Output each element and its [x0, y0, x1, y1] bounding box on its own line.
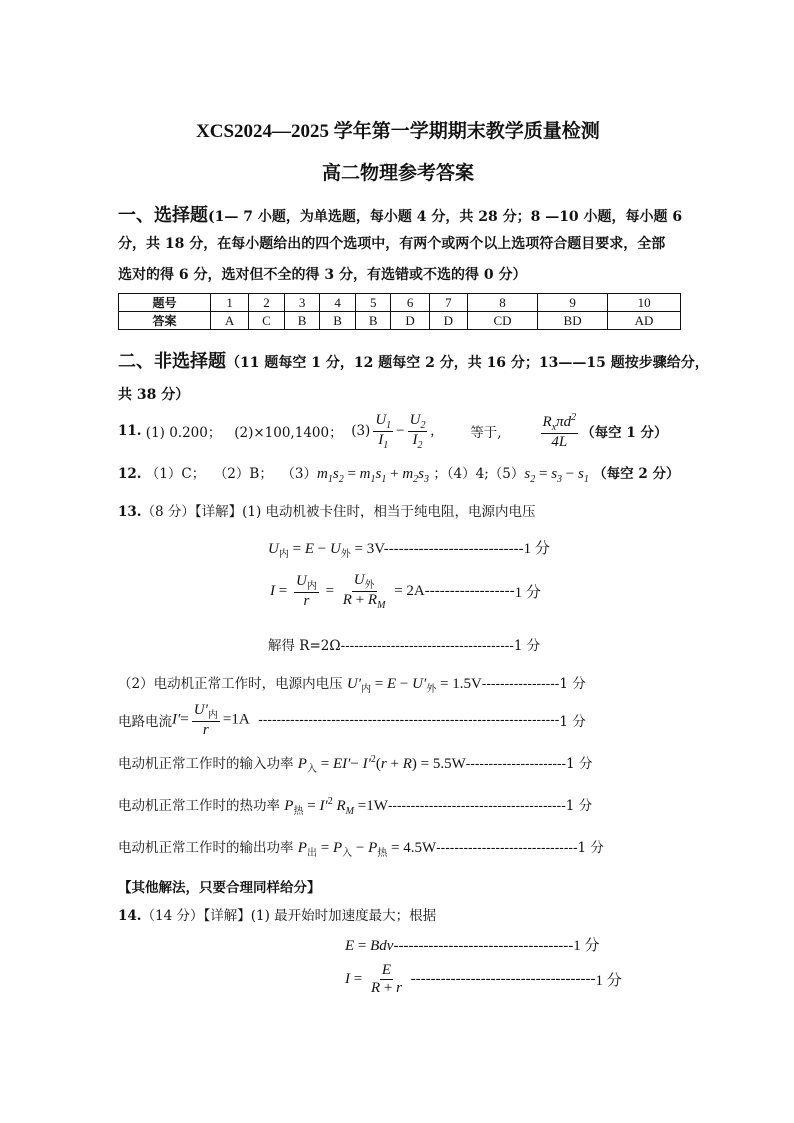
score-mark: 1 分: [559, 676, 586, 692]
table-cell: 4: [320, 294, 356, 312]
other-methods-note: 【其他解法，只要合理同样给分】: [118, 880, 321, 896]
q12-part2: （2）B；: [213, 466, 273, 482]
q13-output-power-line: 电动机正常工作时的输出功率 $P_出 = P_入 - P_热 = 4.5W-------------------------------1$ 分: [118, 840, 604, 859]
table-cell: AD: [608, 312, 681, 330]
q13-intro-line: [118, 500, 536, 520]
section1-heading: 一、选择题: [118, 205, 208, 226]
table-cell: 7: [429, 294, 467, 312]
table-cell: 6: [391, 294, 429, 312]
q11-score: （每空 1 分）: [581, 425, 668, 441]
q13-eq1: $U_内 = E - U_外 = 3V----------------------------1$ 分: [268, 541, 550, 560]
section2-desc2: 共 38 分）: [118, 387, 190, 403]
page-subtitle: 高二物理参考答案: [322, 162, 475, 184]
score-mark: 1 分: [513, 638, 541, 654]
q12-score: （每空 2 分）: [593, 466, 680, 482]
q11-formula: $\frac{U_1}{I_1}$ − $\frac{U_2}{I_2}$ ,: [375, 411, 435, 451]
section2-heading: 二、非选择题: [118, 351, 226, 372]
table-cell: D: [429, 312, 467, 330]
answer-table: [118, 293, 681, 330]
table-cell: BD: [538, 312, 608, 330]
table-cell: B: [320, 312, 356, 330]
table-cell: A: [211, 312, 249, 330]
table-cell: 9: [538, 294, 608, 312]
q13-part2-line: （2）电动机正常工作时，电源内电压 $U'_内 = E - U'_外 = 1.5V-----------------1$ 分: [118, 676, 586, 695]
q13-intro: （8 分）【详解】(1) 电动机被卡住时，相当于纯电阻，电源内电压: [141, 504, 536, 520]
table-cell: 5: [355, 294, 391, 312]
score-mark: 1 分: [559, 714, 586, 731]
table-header-label: 答案: [119, 312, 211, 330]
q11-line: [118, 412, 667, 450]
section1-line1: [118, 201, 682, 227]
q12-part3: （3）: [281, 466, 318, 482]
table-cell: 1: [211, 294, 249, 312]
table-row-answers: [119, 312, 681, 330]
q11-part3: (3): [351, 423, 371, 439]
score-mark: 1 分: [566, 756, 593, 772]
section1-desc3: 选对的得 6 分，选对但不全的得 3 分，有选错或不选的得 0 分）: [118, 267, 527, 283]
q13-number: 13.: [118, 504, 142, 520]
q13-input-power-line: 电动机正常工作时的输入功率 $P_入 = EI'- I'^2(r + R) = 5.5W----------------------1$ 分: [118, 754, 593, 775]
q13-heat-power-text: 电动机正常工作时的热功率: [118, 798, 280, 814]
q13-current-text: 电路电流: [118, 714, 172, 731]
table-cell: 10: [608, 294, 681, 312]
q11-part2: (2)×100,1400；: [234, 425, 343, 441]
q14-number: 14.: [118, 908, 142, 924]
q13-eq2: I = $\frac{U_内}{r}$ = $\frac{U_外}{R + R_M}$ = 2A ------------------ 1 分: [270, 572, 541, 611]
q14-eq1: E = Bdv------------------------------------1 分: [345, 938, 600, 954]
q13-output-power-text: 电动机正常工作时的输出功率: [118, 840, 294, 856]
score-mark: 1 分: [577, 840, 604, 856]
q12-line: [118, 462, 679, 485]
q13-solve: 解得 R=2Ω--------------------------------------1 分: [268, 638, 541, 654]
score-mark: 1 分: [595, 972, 622, 989]
q14-intro-line: [118, 904, 436, 924]
q14-eq2: I = $\frac{E}{R + r}$ ------------------------------------- 1 分: [345, 962, 622, 996]
table-cell: 2: [249, 294, 285, 312]
q11-resistivity-formula: $\frac{R_x\pi d^2}{4L}$: [542, 411, 577, 450]
q12-part1: （1）C；: [145, 466, 206, 482]
q11-number: 11.: [118, 423, 142, 439]
q12-part4: ；（4）4;（5）: [433, 466, 525, 482]
section1-desc2: 分，共 18 分，在每小题给出的四个选项中，有两个或两个以上选项符合题目要求，全部: [118, 236, 666, 252]
q12-momentum-formula: $m_1s_2 = m_1s_1 + m_2s_3$: [317, 466, 430, 485]
section2-line1: [118, 347, 709, 373]
section1-desc1: (1— 7 小题，为单选题，每小题 4 分，共 28 分；8 —10 小题，每小题 6: [208, 209, 683, 225]
table-cell: D: [391, 312, 429, 330]
table-cell: C: [249, 312, 285, 330]
table-cell: B: [284, 312, 320, 330]
table-cell: CD: [467, 312, 537, 330]
q13-heat-power-line: 电动机正常工作时的热功率 $P_热 = I'^2$ $R_M =1W---------------------------------------1$ 分: [118, 796, 593, 817]
q13-part2-text: （2）电动机正常工作时，电源内电压: [118, 676, 343, 692]
page-title: XCS2024—2025 学年第一学期期末教学质量检测: [196, 121, 600, 142]
table-header-label: 题号: [119, 294, 211, 312]
table-cell: B: [355, 312, 391, 330]
q13-current-line: 电路电流 I′= $\frac{U'_内}{r}$ =1A ------------------------------------------------------------------ 1 分: [118, 702, 586, 738]
table-cell: 3: [284, 294, 320, 312]
q13-input-power-text: 电动机正常工作时的输入功率: [118, 756, 294, 772]
q12-distance-formula: $s_2 = s_3 - s_1$: [524, 466, 589, 485]
section2-desc1: （11 题每空 1 分，12 题每空 2 分，共 16 分；13——15 题按步骤给分，: [226, 355, 709, 371]
q13-solve-text: 解得 R=2Ω: [268, 638, 341, 654]
q12-number: 12.: [118, 466, 142, 482]
score-mark: 1 分: [573, 938, 600, 954]
q14-intro: （14 分）【详解】(1) 最开始时加速度最大；根据: [141, 908, 437, 924]
score-mark: 1 分: [523, 541, 550, 557]
score-mark: 1 分: [514, 585, 541, 601]
q11-equal: 等于,: [470, 425, 502, 441]
score-mark: 1 分: [565, 798, 593, 814]
table-row-numbers: [119, 294, 681, 312]
table-cell: 8: [467, 294, 537, 312]
q11-part1: (1) 0.200；: [145, 425, 222, 441]
